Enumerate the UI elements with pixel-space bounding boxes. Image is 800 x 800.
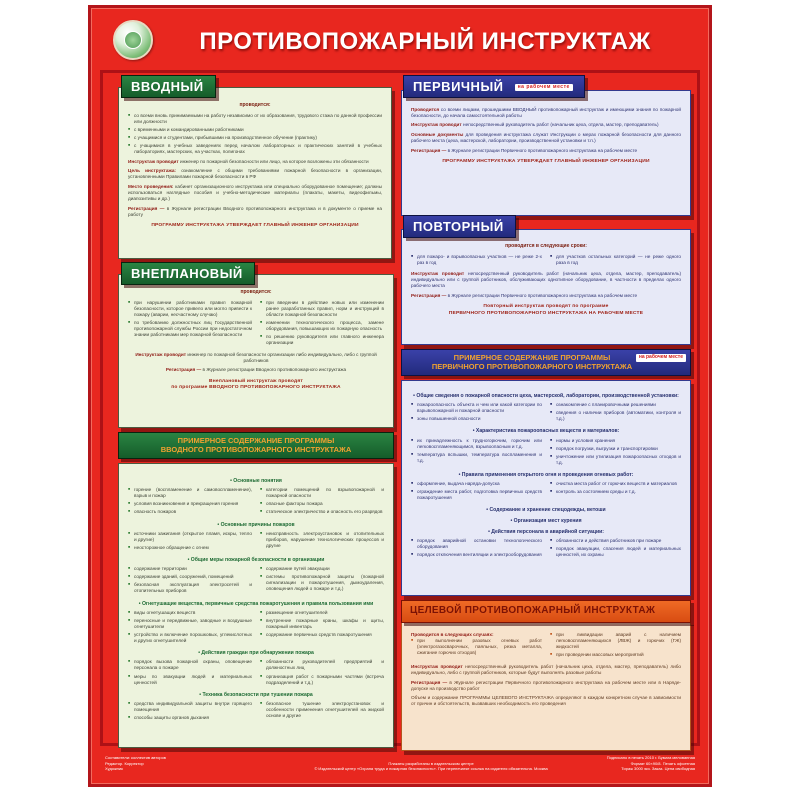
panel-pervichny-program (401, 380, 691, 596)
paragraph-lead: Регистрация — (128, 205, 167, 211)
section-title: • Характеристика пожароопасных веществ и материалов: (411, 428, 681, 435)
panel-pervichny (401, 90, 691, 216)
bullet-item: ■ источники зажигания (открытое пламя, искры, тепло и другие) (128, 531, 252, 543)
left-column (128, 659, 252, 687)
imprint-line: Подписано в печать 2010 г. Бумага мелованная (606, 755, 695, 761)
paragraph: Регистрация — в Журнале регистрации Первичного противопожарного инструктажа на рабочем месте (411, 147, 638, 153)
paragraph: Проводится со всеми лицами, прошедшими ВВОДНЫЙ противопожарный инструктаж и имеющими знания по пожарной безопасности, до начала самостоятельной работы (411, 106, 682, 118)
bullet-item: ■ содержание путей эвакуации (260, 566, 384, 572)
bullet-item: ■ системы противопожарной защиты (пожарной сигнализации и пожаротушения, дымоудаления, оповещения людей о пожаре и т.д.) (260, 574, 384, 592)
tselevoy-lead: Проводится в следующих случаях: (411, 632, 494, 637)
left-column (128, 531, 252, 553)
bullet-item: ■ неисправность электроустановок и отопительных приборов, нарушение технологических процессов и другие (260, 531, 384, 549)
left-column (128, 701, 252, 723)
paragraph: Инструктаж проводит инженер по пожарной безопасности организации либо индивидуально, либо с группой работников (135, 351, 377, 363)
bullet-item: ■ способы защиты органов дыхания (128, 715, 252, 721)
imprint-line: Тираж 3000 экз. Заказ. Цена свободная (621, 766, 695, 772)
bullet-item: ■ при ликвидации аварий с наличием легковоспламеняющихся (ЛВЖ) и горючих (ГЖ) жидкостей (550, 632, 681, 650)
bullet-item: ■ меры по эвакуации людей и материальных ценностей (128, 674, 252, 686)
bullet-item: ■ горение (воспламенение и самовоспламенение), взрыв и пожар (128, 487, 252, 499)
bullet-item: ■ опасность пожаров (128, 509, 252, 515)
section-title: • Организация мест курения (411, 518, 681, 525)
section-title: • Огнетушащие вещества, первичные средства пожаротушения и правила пользования ими (128, 601, 384, 608)
paragraph-lead: Регистрация — (411, 293, 448, 299)
vvodny-program-bar-line1: ПРИМЕРНОЕ СОДЕРЖАНИЕ ПРОГРАММЫ (177, 436, 335, 445)
fire-safety-poster (88, 5, 712, 787)
section-columns (128, 701, 384, 723)
section-columns (128, 487, 384, 517)
pervichny-tab-label: ПЕРВИЧНЫЙ (413, 79, 504, 94)
right-column (260, 610, 384, 647)
bullet-item: ■ содержание первичных средств пожаротушения (260, 632, 384, 638)
right-column (260, 659, 384, 687)
right-column (550, 254, 681, 268)
paragraph: Регистрация — в Журнале регистрации Первичного противопожарного инструктажа на рабочем месте (411, 293, 638, 299)
left-column (411, 402, 542, 424)
paragraph-lead: Регистрация — (411, 679, 450, 685)
bullet-item: ■ со всеми вновь принимаемыми на работу независимо от их образования, трудового стажа по данной профессии или должности (128, 113, 382, 125)
bullet-item: ■ безопасная эксплуатация электросетей и отопительных приборов (128, 582, 252, 594)
section-columns (128, 610, 384, 647)
bullet-item: ■ для участков остальных категорий — не реже одного раза в год (550, 254, 681, 266)
section-title: • Общие сведения о пожарной опасности цеха, мастерской, лаборатории, производственной установки: (411, 393, 681, 400)
vvodny-lead: проводится: (239, 102, 271, 108)
right-column (550, 538, 681, 560)
bullet-item: ■ устройство и включение порошковых, углекислотных и других огнетушителей (128, 632, 252, 644)
bullet-item: ■ безопасное тушение электроустановок и особенности применения огнетушителей на жидкой основе и другие (260, 701, 384, 719)
bullet-item: ■ сведения о наличии приборов (автоматики, контроля и т.д.) (550, 410, 681, 422)
right-column (550, 438, 681, 468)
poster-title: ПРОТИВОПОЖАРНЫЙ ИНСТРУКТАЖ (199, 28, 651, 55)
bullet-item: ■ опасные факторы пожара (260, 501, 384, 507)
tab-vneplanovy: ВНЕПЛАНОВЫЙ (121, 262, 255, 285)
left-column (128, 300, 252, 349)
right-column (260, 300, 384, 349)
paragraph: Регистрация — в Журнале регистрации Первичного противопожарного инструктажа на рабочем месте или в Наряде-допуске на производство работ (411, 679, 681, 691)
bullet-item: ■ средства индивидуальной защиты внутри горящего помещения (128, 701, 252, 713)
right-column (260, 487, 384, 517)
right-column (260, 701, 384, 723)
bullet-item: ■ для пожаро- и взрывоопасных участков — не реже 2-х раз в год (411, 254, 542, 266)
bullet-item: ■ по требованию должностных лиц Государственной противопожарной службы России при недостаточном знании работниками мер пожарной безопасности (128, 320, 252, 338)
left-column (411, 538, 542, 560)
tab-pervichny (403, 75, 585, 98)
pervichny-paras (411, 107, 681, 154)
povtorny-footer (411, 304, 681, 317)
tselevoy-left-col (411, 632, 542, 660)
imprint-line: © Издательский центр «Охрана труда и пожарная безопасность». При перепечатке ссылка на издателя обязательна. Москва (314, 766, 548, 772)
bullet-item: ■ оформление, выдача наряда-допуска (411, 481, 542, 487)
bullet-item: ■ их принадлежность к трудногорючим, горючим или легковоспламеняющимся, взрывоопасным и т.д. (411, 438, 542, 450)
paragraph-lead: Регистрация — (411, 147, 448, 153)
bullet-item: ■ размещение огнетушителей (260, 610, 384, 616)
bullet-item: ■ порядок погрузки, выгрузки и транспортировки (550, 446, 681, 452)
bullet-item: ■ порядок отключения вентиляции и электрооборудования (411, 552, 542, 558)
bullet-item: ■ зоны повышенной опасности (411, 416, 542, 422)
section-columns (128, 531, 384, 553)
paragraph-lead: Цель инструктажа: (128, 168, 182, 174)
paragraph-lead: Инструктаж проводит (135, 351, 188, 357)
povtorny-lead: проводится в следующие сроки: (505, 243, 587, 249)
imprint-line: Художник (105, 766, 123, 772)
panel-vvodny-program (118, 463, 394, 748)
emblem-core-icon (124, 31, 142, 49)
bullet-item: ■ по решению руководителя или главного инженера организации (260, 334, 384, 346)
section-title: • Действия персонала в аварийной ситуации: (411, 529, 681, 536)
pervichny-tab-note: на рабочем месте (515, 84, 573, 92)
bullet-item: ■ очистка места работ от горючих веществ и материалов (550, 481, 681, 487)
paragraph: Регистрация — в Журнале регистрации Вводного противопожарного инструктажа (165, 367, 347, 373)
bullet-item: ■ обязанности руководителей предприятий и должностных лиц (260, 659, 384, 671)
bullet-item: ■ статическое электричество и опасность его разрядов (260, 509, 384, 515)
panel-vvodny (118, 87, 392, 259)
pervichny-program-sections (411, 393, 681, 560)
bullet-item: ■ при выполнении разовых огневых работ (электрогазосварочных, паяльных, резка металла, сжигание горючих отходов) (411, 638, 542, 656)
bullet-item: ■ порядок вызова пожарной охраны, оповещение персонала о пожаре (128, 659, 252, 671)
povtorny-paras (411, 271, 681, 299)
imprint-right (585, 755, 695, 772)
bullet-item: ■ внутренние пожарные краны, шкафы и щиты, пожарный инвентарь (260, 618, 384, 630)
section-title: • Действия граждан при обнаружении пожара (128, 650, 384, 657)
bullet-item: ■ организация работ с пожарными частями (встреча подразделений и т.д.) (260, 674, 384, 686)
section-columns (411, 538, 681, 560)
paragraph: Цель инструктажа: ознакомление с общими требованиями пожарной безопасности в организации, установленными Правилами пожарной безопасности в РФ (128, 168, 382, 180)
vvodny-program-bar-line2: ВВОДНОГО ПРОТИВОПОЖАРНОГО ИНСТРУКТАЖА (160, 445, 352, 455)
bullet-item: ■ условия возникновения и прекращения горения (128, 501, 252, 507)
paragraph-lead: Основные документы (411, 131, 466, 137)
section-columns (411, 402, 681, 424)
pervichny-program-bar-line1: ПРИМЕРНОЕ СОДЕРЖАНИЕ ПРОГРАММЫ (453, 353, 611, 362)
vvodny-program-sections (128, 478, 384, 723)
tselevoy-right-col (550, 632, 681, 660)
left-column (128, 566, 252, 596)
tselevoy-paras (411, 664, 681, 708)
paragraph-lead: Проводится (411, 106, 441, 112)
section-columns (128, 566, 384, 596)
vneplanovy-footer-line1: Внеплановый инструктаж проводят (209, 378, 303, 384)
right-column (550, 402, 681, 424)
bullet-item: ■ с временными и командированными работниками (128, 127, 382, 133)
bullet-item: ■ при проведении массовых мероприятий (550, 652, 681, 658)
section-columns (128, 659, 384, 687)
section-title: • Правила применения открытого огня и проведения огневых работ: (411, 472, 681, 479)
vvodny-bullets (128, 113, 382, 156)
vvodny-footer: ПРОГРАММУ ИНСТРУКТАЖА УТВЕРЖДАЕТ ГЛАВНЫЙ ИНЖЕНЕР ОРГАНИЗАЦИИ (151, 223, 359, 229)
povtorny-columns (411, 254, 681, 268)
bullet-item: ■ обязанности и действия работников при пожаре (550, 538, 681, 544)
imprint-line: Составители: коллектив авторов (105, 755, 166, 761)
bullet-item: ■ с учащимися в учебных заведениях перед началом лабораторных и практических занятий в учебных лабораториях, мастерских, на участках, полигонах (128, 143, 382, 155)
imprint-line: Плакаты разработаны в издательском центре (388, 760, 474, 766)
bullet-item: ■ содержание территории (128, 566, 252, 572)
left-column (128, 610, 252, 647)
section-title: • Содержание и хранение спецодежды, ветоши (411, 507, 681, 514)
bar-vvodny-program (118, 432, 394, 459)
paragraph-lead: Регистрация — (165, 367, 203, 373)
left-column (411, 481, 542, 503)
bullet-item: ■ переносные и передвижные, заводные и воздушные огнетушители (128, 618, 252, 630)
tab-vvodny: ВВОДНЫЙ (121, 75, 216, 98)
bullet-item: ■ пожароопасность объекта и чем или какой категории по взрывопожарной и пожарной опасности (411, 402, 542, 414)
pervichny-footer: ПРОГРАММУ ИНСТРУКТАЖА УТВЕРЖДАЕТ ГЛАВНЫЙ ИНЖЕНЕР ОРГАНИЗАЦИИ (442, 158, 650, 164)
bullet-item: ■ при нарушении работниками правил пожарной безопасности, которое привело или могло привести к пожару (аварии, несчастному случаю) (128, 300, 252, 318)
tselevoy-columns (411, 632, 681, 660)
imprint-line: Формат 60×90/8. Печать офсетная (630, 760, 695, 766)
imprint-line: Редактор. Корректор (105, 760, 144, 766)
panel-vneplanovy (118, 274, 394, 428)
vneplanovy-footer-line2: по программе ВВОДНОГО ПРОТИВОПОЖАРНОГО ИНСТРУКТАЖА (171, 384, 341, 390)
vneplanovy-columns (128, 300, 384, 349)
section-title: • Основные причины пожаров (128, 522, 384, 529)
bullet-item: ■ контроль за состоянием среды и т.д. (550, 489, 681, 495)
section-title: • Общие меры пожарной безопасности в организации (128, 557, 384, 564)
povtorny-footer-line1: Повторный инструктаж проводят по программе (483, 304, 609, 310)
section-title: • Основные понятия (128, 478, 384, 485)
bullet-item: ■ виды огнетушащих веществ (128, 610, 252, 616)
panel-tselevoy (401, 621, 691, 751)
left-column (411, 438, 542, 468)
imprint-left (105, 755, 195, 772)
paragraph: Инструктаж проводит непосредственный руководитель работ (начальник цеха, отдела, мастер, преподаватель) (411, 122, 659, 128)
bullet-item: ■ ознакомление с планировочными решениями (550, 402, 681, 408)
bullet-item: ■ порядок аварийной остановки технологического оборудования (411, 538, 542, 550)
tselevoy-right-bullets (550, 632, 681, 658)
bullet-item: ■ неосторожное обращение с огнем (128, 545, 252, 551)
bullet-item: ■ с учащимися и студентами, прибывшими на производственное обучение (практику) (128, 135, 382, 141)
bullet-item: ■ уничтожение или утилизация пожароопасных отходов и т.д. (550, 454, 681, 466)
pervichny-program-bar-note: на рабочем месте (636, 354, 686, 362)
bar-pervichny-program (401, 349, 691, 376)
bullet-item: ■ содержание зданий, сооружений, помещений (128, 574, 252, 580)
paragraph: Место проведения: кабинет организационного инструктажа или специально оборудованное помещение; должны использоваться наглядные пособия и учебно-методические материалы (плакаты, макеты, видеофильмы, диапозитивы и др.) (128, 183, 382, 202)
bullet-item: ■ ограждение места работ, подготовка первичных средств пожаротушения (411, 489, 542, 501)
vvodny-paras (128, 159, 382, 218)
bar-tselevoy: ЦЕЛЕВОЙ ПРОТИВОПОЖАРНЫЙ ИНСТРУКТАЖ (401, 600, 691, 623)
pervichny-program-bar-line2: ПЕРВИЧНОГО ПРОТИВОПОЖАРНОГО ИНСТРУКТАЖА (431, 362, 633, 372)
left-column (411, 254, 542, 268)
povtorny-footer-line2: ПЕРВИЧНОГО ПРОТИВОПОЖАРНОГО ИНСТРУКТАЖА НА РАБОЧЕМ МЕСТЕ (448, 310, 644, 316)
bullet-item: ■ порядок эвакуации, спасения людей и материальных ценностей, их охраны (550, 546, 681, 558)
section-columns (411, 438, 681, 468)
vneplanovy-paras (128, 352, 384, 374)
tab-povtorny: ПОВТОРНЫЙ (403, 215, 516, 238)
paragraph: Инструктаж проводит инженер по пожарной безопасности или лицо, на которое возложены эти обязанности (128, 158, 369, 164)
vneplanovy-footer (128, 379, 384, 392)
right-column (260, 531, 384, 553)
right-column (260, 566, 384, 596)
section-title: • Техника безопасности при тушении пожара (128, 692, 384, 699)
paragraph-lead: Инструктаж проводит (128, 158, 181, 164)
bullet-item: ■ при введении в действие новых или изменении ранее разработанных правил, норм и инструкций в области пожарной безопасности (260, 300, 384, 318)
bullet-item: ■ категории помещений по взрывопожарной и пожарной опасности (260, 487, 384, 499)
bullet-item: ■ изменении технологического процесса, замене оборудования, повышающих их пожарную опасность (260, 320, 384, 332)
paragraph-lead: Инструктаж проводит (411, 663, 466, 669)
paragraph: Объем и содержание ПРОГРАММЫ ЦЕЛЕВОГО ИНСТРУКТАЖА определяют в каждом конкретном случае в зависимости от причин и обстоятельств, вызвавших необходимость его проведения (411, 695, 681, 707)
bullet-item: ■ нормы и условия хранения (550, 438, 681, 444)
panel-povtorny (401, 229, 691, 345)
paragraph-lead: Инструктаж проводит (411, 122, 464, 128)
paragraph: Регистрация — в Журнале регистрации Вводного противопожарного инструктажа и в документе о приеме на работу (128, 205, 382, 217)
paragraph-lead: Инструктаж проводит (411, 271, 469, 277)
section-columns (411, 481, 681, 503)
tselevoy-left-bullets (411, 638, 542, 656)
imprint-center (291, 761, 571, 772)
paragraph: Основные документы для проведения инструктажа служат Инструкции о мерах пожарной безопасности для данного рабочего места (цеха, мастерской, лаборатории, производственной установки и т.п.) (411, 131, 681, 143)
paragraph-lead: Место проведения: (128, 183, 176, 189)
right-column (550, 481, 681, 503)
vneplanovy-lead: проводится: (240, 289, 272, 295)
left-column (128, 487, 252, 517)
paragraph: Инструктаж проводит непосредственный руководитель работ (начальник цеха, отдела, мастер, преподаватель) индивидуально или с группой работников, обслуживающих однотипное оборудование, в частности в пределах одного рабочего места (411, 271, 681, 289)
paragraph: Инструктаж проводит непосредственный руководитель работ (начальник цеха, отдела, мастер, преподаватель) либо индивидуально, либо с группой работников, которые будут выполнять разовые работы (411, 663, 681, 676)
fire-service-emblem-icon (113, 20, 153, 60)
bullet-item: ■ температура вспышки, температура воспламенения и т.д. (411, 452, 542, 464)
